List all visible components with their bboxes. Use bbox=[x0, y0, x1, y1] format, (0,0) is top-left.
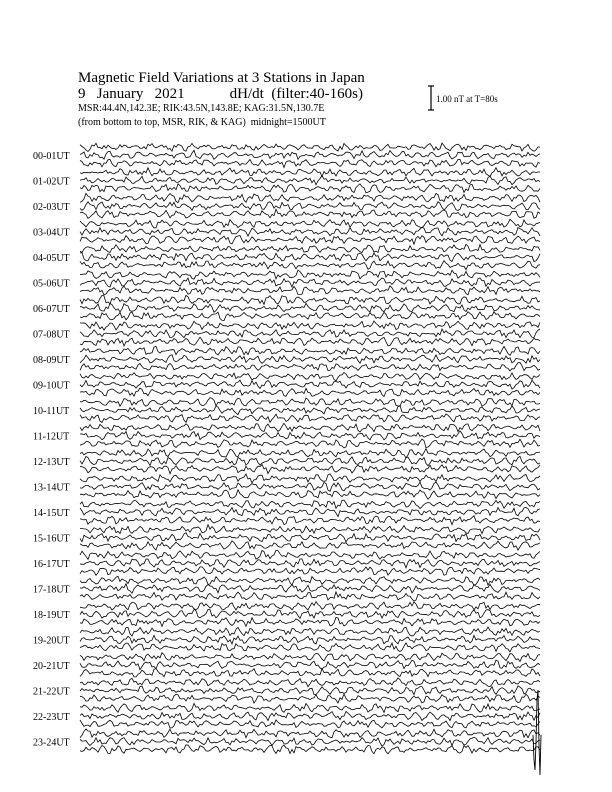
trace-kag-02-03ut bbox=[80, 193, 540, 202]
trace-msr-17-18ut bbox=[80, 592, 540, 601]
hour-label: 22-23UT bbox=[33, 712, 70, 723]
hour-label: 00-01UT bbox=[33, 151, 70, 162]
hour-label: 03-04UT bbox=[33, 227, 70, 239]
trace-rik-03-04ut bbox=[80, 228, 540, 237]
hour-label: 13-14UT bbox=[33, 482, 70, 494]
trace-msr-11-12ut bbox=[80, 439, 540, 448]
trace-kag-09-10ut bbox=[80, 373, 540, 381]
trace-rik-19-20ut bbox=[80, 635, 540, 644]
trace-rik-01-02ut bbox=[80, 176, 540, 185]
trace-msr-00-01ut bbox=[80, 159, 540, 167]
trace-kag-07-08ut bbox=[80, 321, 540, 330]
trace-group bbox=[80, 143, 541, 775]
trace-msr-14-15ut bbox=[80, 516, 540, 525]
hour-label: 17-18UT bbox=[33, 584, 70, 596]
trace-msr-13-14ut bbox=[80, 490, 540, 499]
trace-kag-03-04ut bbox=[80, 219, 540, 228]
trace-msr-16-17ut bbox=[80, 567, 540, 575]
hour-label: 19-20UT bbox=[33, 635, 70, 647]
quantity-label: dH/dt bbox=[229, 86, 264, 102]
trace-msr-23-24ut bbox=[80, 745, 540, 754]
trace-kag-14-15ut bbox=[80, 500, 540, 509]
midnight-note: midnight=1500UT bbox=[250, 117, 326, 128]
trace-rik-20-21ut bbox=[80, 660, 540, 670]
trace-msr-15-16ut bbox=[80, 541, 540, 550]
trace-kag-17-18ut bbox=[80, 576, 540, 585]
trace-rik-14-15ut bbox=[80, 507, 540, 516]
trace-msr-10-11ut bbox=[80, 414, 540, 423]
trace-msr-07-08ut bbox=[80, 337, 540, 346]
trace-rik-17-18ut bbox=[80, 584, 540, 594]
trace-rik-02-03ut bbox=[80, 202, 540, 211]
trace-kag-05-06ut bbox=[80, 270, 540, 279]
trace-rik-21-22ut bbox=[80, 686, 540, 695]
trace-kag-04-05ut bbox=[80, 244, 540, 252]
trace-msr-05-06ut bbox=[80, 286, 540, 295]
hour-label: 12-13UT bbox=[33, 457, 70, 468]
date-month: January bbox=[96, 86, 144, 102]
trace-rik-04-05ut bbox=[80, 253, 540, 262]
hour-label: 09-10UT bbox=[33, 380, 70, 392]
trace-kag-06-07ut bbox=[80, 295, 540, 304]
trace-kag-08-09ut bbox=[80, 346, 540, 355]
hour-label: 01-02UT bbox=[33, 176, 70, 188]
trace-kag-11-12ut bbox=[80, 423, 540, 432]
trace-kag-21-22ut bbox=[80, 678, 540, 687]
hour-label: 21-22UT bbox=[33, 686, 70, 698]
hour-label: 05-06UT bbox=[33, 278, 70, 290]
date-year: 2021 bbox=[154, 86, 185, 102]
hour-label-group bbox=[33, 151, 70, 749]
trace-msr-22-23ut bbox=[80, 720, 540, 728]
trace-kag-19-20ut bbox=[80, 627, 540, 636]
trace-msr-01-02ut bbox=[80, 184, 540, 193]
trace-kag-22-23ut bbox=[80, 703, 540, 712]
trace-kag-12-13ut bbox=[80, 449, 540, 458]
hour-label: 02-03UT bbox=[33, 202, 70, 213]
trace-msr-21-22ut bbox=[80, 694, 540, 703]
trace-msr-12-13ut bbox=[80, 465, 540, 474]
trace-rik-23-24ut bbox=[80, 737, 540, 746]
trace-msr-06-07ut bbox=[80, 312, 540, 321]
hour-label: 10-11UT bbox=[33, 406, 70, 417]
trace-rik-00-01ut bbox=[80, 150, 540, 159]
trace-kag-23-24ut bbox=[80, 729, 540, 738]
trace-rik-08-09ut bbox=[80, 355, 540, 364]
trace-rik-05-06ut bbox=[80, 278, 540, 287]
trace-msr-09-10ut bbox=[80, 388, 540, 397]
stations-line: MSR:44.4N,142.3E; RIK:43.5N,143.8E; KAG:31.5N,130.7E bbox=[78, 103, 325, 114]
hour-label: 18-19UT bbox=[33, 610, 70, 621]
hour-label: 16-17UT bbox=[33, 559, 70, 570]
hour-label: 23-24UT bbox=[33, 737, 70, 749]
trace-msr-19-20ut bbox=[80, 643, 540, 652]
trace-rik-10-11ut bbox=[80, 406, 540, 415]
trace-kag-20-21ut bbox=[80, 653, 540, 662]
hour-label: 08-09UT bbox=[33, 355, 70, 366]
hour-label: 14-15UT bbox=[33, 508, 70, 519]
trace-kag-16-17ut bbox=[80, 550, 540, 559]
hour-label: 04-05UT bbox=[33, 253, 70, 264]
trace-msr-20-21ut bbox=[80, 668, 540, 677]
trace-rik-18-19ut bbox=[80, 609, 540, 618]
trace-msr-08-09ut bbox=[80, 363, 540, 371]
date-day: 9 bbox=[78, 86, 86, 102]
trace-kag-15-16ut bbox=[80, 525, 540, 534]
trace-rik-22-23ut bbox=[80, 711, 540, 720]
hour-label: 11-12UT bbox=[33, 431, 70, 443]
trace-rik-15-16ut bbox=[80, 533, 540, 542]
trace-msr-02-03ut bbox=[80, 209, 540, 218]
order-note: (from bottom to top, MSR, RIK, & KAG) bbox=[78, 117, 246, 128]
chart-title: Magnetic Field Variations at 3 Stations in Japan bbox=[78, 70, 365, 86]
trace-rik-06-07ut bbox=[80, 303, 540, 312]
trace-rik-07-08ut bbox=[80, 329, 540, 338]
trace-rik-09-10ut bbox=[80, 380, 540, 389]
trace-kag-18-19ut bbox=[80, 602, 540, 610]
hour-label: 06-07UT bbox=[33, 304, 70, 315]
trace-rik-13-14ut bbox=[80, 482, 540, 491]
trace-msr-04-05ut bbox=[80, 261, 540, 270]
trace-end-spike bbox=[533, 690, 541, 775]
trace-kag-01-02ut bbox=[80, 168, 540, 177]
trace-rik-11-12ut bbox=[80, 431, 540, 440]
hour-label: 20-21UT bbox=[33, 661, 70, 672]
trace-msr-03-04ut bbox=[80, 236, 540, 245]
trace-kag-00-01ut bbox=[80, 143, 540, 151]
hour-label: 15-16UT bbox=[33, 533, 70, 545]
trace-rik-16-17ut bbox=[80, 559, 540, 568]
scale-label: 1.00 nT at T=80s bbox=[436, 94, 498, 104]
trace-msr-18-19ut bbox=[80, 617, 540, 626]
trace-rik-12-13ut bbox=[80, 456, 540, 465]
trace-kag-10-11ut bbox=[80, 398, 540, 407]
filter-label: (filter:40-160s) bbox=[271, 86, 363, 102]
hour-label: 07-08UT bbox=[33, 329, 70, 341]
trace-kag-13-14ut bbox=[80, 474, 540, 483]
